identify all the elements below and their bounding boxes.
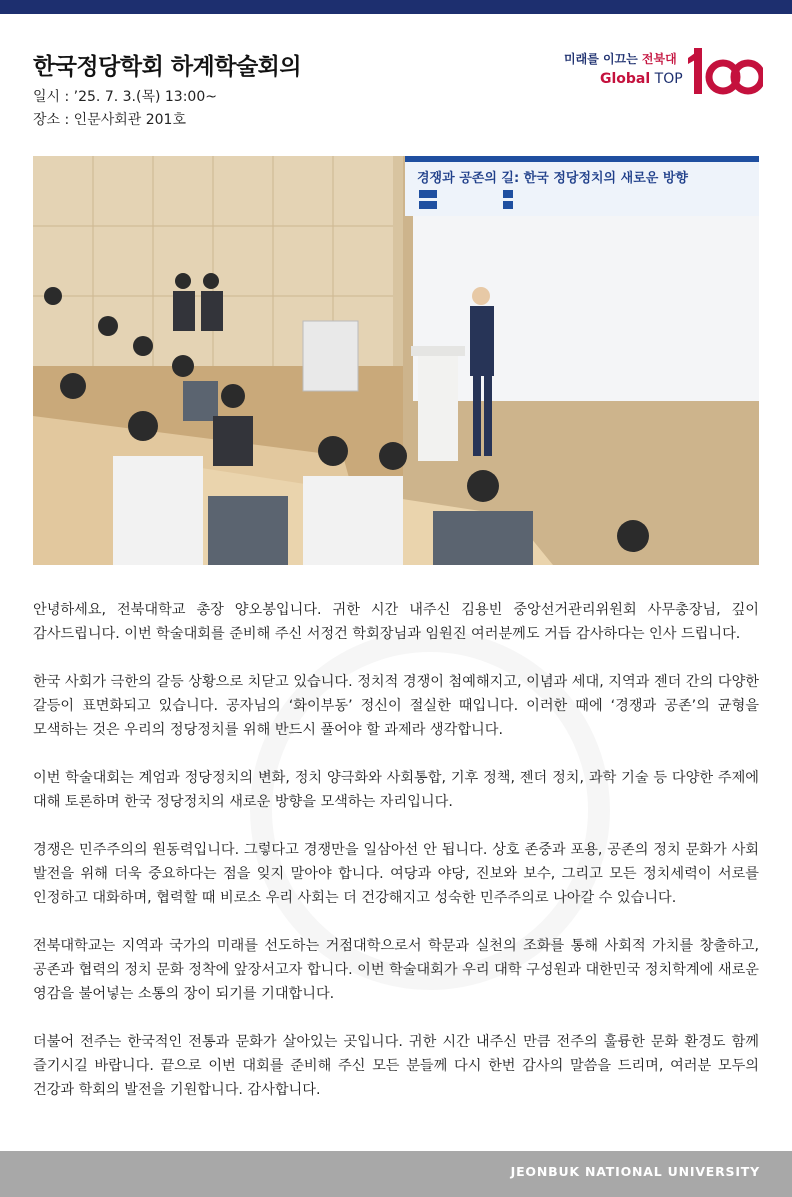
lecture-hall-illustration — [33, 156, 759, 565]
banner-title: 경쟁과 공존의 길: 한국 정당정치의 새로운 방향 — [417, 171, 688, 186]
logo-slogan: 미래를 이끄는 전북대 — [564, 52, 677, 66]
paragraph: 경쟁은 민주주의의 원동력입니다. 그렇다고 경쟁만을 일삼아선 안 됩니다. 상호 존중과 포용, 공존의 정치 문화가 사회 발전을 위해 더욱 중요하다는 점을 잊지 말아야 합니다. 여당과 야당, 진보와 보수, 그리고 모든 정치세력이 서로를 인정하고 대화하며, 협력할 때 비로소 우리 사회는 더 건강해지고 성숙한 민주주의로 나아갈 수 있습니다. — [33, 842, 759, 906]
footer-bar — [0, 1151, 792, 1197]
event-place: 장소 : 인문사회관 201호 — [33, 112, 186, 128]
logo-100-mark — [688, 46, 763, 98]
paragraph: 이번 학술대회는 계엄과 정당정치의 변화, 정치 양극화와 사회통합, 기후 정책, 젠더 정치, 과학 기술 등 다양한 주제에 대해 토론하며 한국 정당정치의 새로운 방향을 모색하는 자리입니다. — [33, 770, 759, 810]
paragraph: 한국 사회가 극한의 갈등 상황으로 치닫고 있습니다. 정치적 경쟁이 첨예해지고, 이념과 세대, 지역과 젠더 간의 다양한 갈등이 표면화되고 있습니다. 공자님의 ‘화이부동’ 정신이 절실한 때입니다. 이러한 때에 ‘경쟁과 공존’의 균형을 모색하는 것은 우리의 정당정치를 위해 반드시 풀어야 할 과제라 생각합니다. — [33, 674, 759, 738]
article-body — [33, 598, 759, 1126]
paragraph: 안녕하세요, 전북대학교 총장 양오봉입니다. 귀한 시간 내주신 김용빈 중앙선거관리위원회 사무총장님, 깊이 감사드립니다. 이번 학술대회를 준비해 주신 서정건 학회장님과 임원진 여러분께도 거듭 감사하다는 인사 드립니다. — [33, 602, 759, 642]
page-title: 한국정당학회 하계학술회의 — [33, 54, 302, 80]
event-photo — [33, 156, 759, 565]
university-logo — [560, 44, 765, 100]
event-date: 일시 : ’25. 7. 3.(목) 13:00~ — [33, 89, 217, 105]
paragraph: 전북대학교는 지역과 국가의 미래를 선도하는 거점대학으로서 학문과 실천의 조화를 통해 사회적 가치를 창출하고, 공존과 협력의 정치 문화 정착에 앞장서고자 합니다. 이번 학술대회가 우리 대학 구성원과 대한민국 정치학계에 새로운 영감을 불어넣는 소통의 장이 되기를 기대합니다. — [33, 938, 759, 1002]
top-color-bar — [0, 0, 792, 14]
logo-global-top: Global TOP — [600, 71, 683, 87]
paragraph: 더불어 전주는 한국적인 전통과 문화가 살아있는 곳입니다. 귀한 시간 내주신 만큼 전주의 훌륭한 문화 환경도 함께 즐기시길 바랍니다. 끝으로 이번 대회를 준비해 주신 모든 분들께 다시 한번 감사의 말씀을 드리며, 여러분 모두의 건강과 학회의 발전을 기원합니다. 감사합니다. — [33, 1034, 759, 1098]
footer-university-name: JEONBUK NATIONAL UNIVERSITY — [510, 1164, 760, 1179]
